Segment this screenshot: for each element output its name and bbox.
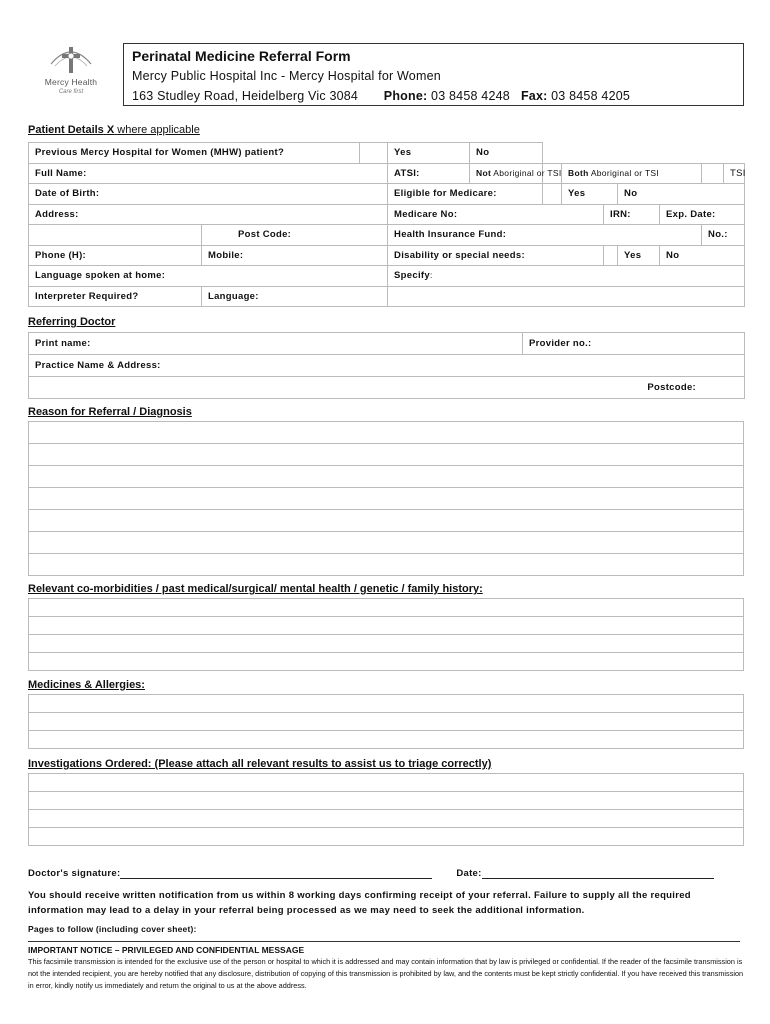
signature-row (28, 868, 714, 879)
phone-label: Phone: (383, 89, 428, 103)
disability-yes-checkbox[interactable] (604, 245, 618, 266)
patient-details-title: Patient Details X where applicable (28, 124, 200, 136)
phone-home-field[interactable]: Phone (H): (29, 245, 202, 266)
reason-line[interactable] (29, 554, 744, 576)
reason-lines (28, 421, 744, 576)
mercy-health-logo (36, 44, 106, 104)
medicare-no-field[interactable]: Medicare No: (388, 204, 604, 225)
pages-to-follow: Pages to follow (including cover sheet): (28, 924, 197, 934)
phone-number: 03 8458 4248 (431, 89, 510, 103)
reason-line[interactable] (29, 466, 744, 488)
x-marker: X (106, 124, 115, 136)
prev-patient-checkbox[interactable] (360, 143, 388, 164)
reason-line[interactable] (29, 444, 744, 466)
cross-emblem-icon (47, 44, 95, 76)
medicines-lines (28, 694, 744, 749)
doctor-signature-line[interactable] (120, 868, 432, 879)
comorbidities-line[interactable] (29, 653, 744, 671)
comorbidities-lines (28, 598, 744, 671)
referring-doctor-title: Referring Doctor (28, 316, 116, 328)
contact-line (132, 86, 735, 106)
reason-line[interactable] (29, 422, 744, 444)
comorbidities-line[interactable] (29, 599, 744, 617)
referring-doctor-table (28, 332, 745, 399)
mobile-field[interactable]: Mobile: (202, 245, 388, 266)
investigations-lines (28, 773, 744, 846)
medicines-line[interactable] (29, 713, 744, 731)
notification-notice: You should receive written notification from us within 8 working days confirming receipt of your referral. Failure to supply all the required information may lead to a delay in your referral being processed as we may need to seek the additional information. (28, 890, 691, 916)
postcode-field[interactable]: Postcode: (29, 377, 745, 399)
fund-no-field[interactable]: No.: (702, 225, 745, 246)
hospital-name: Mercy Public Hospital Inc - Mercy Hospital for Women (132, 69, 441, 83)
date-line[interactable] (482, 868, 714, 879)
provider-no-field[interactable]: Provider no.: (523, 333, 745, 355)
post-code-field[interactable]: Post Code: (202, 225, 388, 246)
atsi-both-option[interactable]: Both Aboriginal or TSI (562, 163, 702, 184)
prev-patient-no[interactable]: No (470, 143, 543, 164)
patient-details-table (28, 142, 745, 307)
address-line-2[interactable] (29, 225, 202, 246)
atsi-tsi-option[interactable]: TSI (724, 163, 745, 184)
investigations-line[interactable] (29, 810, 744, 828)
interpreter-blank[interactable] (388, 286, 745, 307)
fax-label: Fax: (520, 89, 548, 103)
prev-patient-label: Previous Mercy Hospital for Women (MHW) patient? (29, 143, 360, 164)
full-name-field[interactable]: Full Name: (29, 163, 388, 184)
interpreter-field[interactable]: Interpreter Required? (29, 286, 202, 307)
investigations-title: Investigations Ordered: (Please attach all relevant results to assist us to triage correctly) (28, 758, 492, 770)
prev-patient-yes[interactable]: Yes (388, 143, 470, 164)
medicines-line[interactable] (29, 731, 744, 749)
disability-yes[interactable]: Yes (618, 245, 660, 266)
eligible-label: Eligible for Medicare: (388, 184, 543, 205)
address-field[interactable]: Address: (29, 204, 388, 225)
date-label: Date: (456, 868, 482, 879)
patient-details-note: where applicable (117, 124, 200, 136)
investigations-line[interactable] (29, 774, 744, 792)
form-header (123, 43, 744, 106)
logo-name: Mercy Health (44, 77, 98, 87)
comorbidities-line[interactable] (29, 635, 744, 653)
language-spoken-field[interactable]: Language spoken at home: (29, 266, 388, 287)
atsi-not-option[interactable]: Not Aboriginal or TSI (470, 163, 543, 184)
fax-number: 03 8458 4205 (551, 89, 631, 103)
health-fund-field[interactable]: Health Insurance Fund: (388, 225, 702, 246)
disability-no[interactable]: No (660, 245, 745, 266)
divider (28, 941, 740, 942)
language-field[interactable]: Language: (202, 286, 388, 307)
atsi-both-checkbox[interactable] (702, 163, 724, 184)
reason-line[interactable] (29, 532, 744, 554)
doctor-signature-label: Doctor's signature: (28, 868, 121, 879)
form-title: Perinatal Medicine Referral Form (132, 48, 351, 64)
important-notice-title: IMPORTANT NOTICE – PRIVILEGED AND CONFIDENTIAL MESSAGE (28, 945, 305, 955)
atsi-label: ATSI: (388, 163, 470, 184)
comorbidities-title: Relevant co-morbidities / past medical/surgical/ mental health / genetic / family history: (28, 583, 483, 595)
medicines-line[interactable] (29, 695, 744, 713)
reason-title: Reason for Referral / Diagnosis (28, 406, 192, 418)
medicines-title: Medicines & Allergies: (28, 679, 145, 691)
eligible-yes[interactable]: Yes (562, 184, 618, 205)
irn-field[interactable]: IRN: (604, 204, 660, 225)
important-notice-body: This facsimile transmission is intended for the exclusive use of the person or hospital to which it is addressed and may contain information that by law is privileged or confidential. If the reader of the facsimile transmission is not the intended recipient, you are hereby notified that any disclosure, distribution of copying of this transmission is prohibited by law, and the contents must be kept strictly confidential. If you have received this transmission in error, kindly notify us immediately and return the original to us at the above address. (28, 957, 744, 990)
print-name-field[interactable]: Print name: (29, 333, 523, 355)
reason-line[interactable] (29, 488, 744, 510)
dob-field[interactable]: Date of Birth: (29, 184, 388, 205)
eligible-yes-checkbox[interactable] (543, 184, 562, 205)
investigations-line[interactable] (29, 828, 744, 846)
practice-address-field[interactable]: Practice Name & Address: (29, 355, 745, 377)
comorbidities-line[interactable] (29, 617, 744, 635)
hospital-address: 163 Studley Road, Heidelberg Vic 3084 (132, 89, 359, 103)
eligible-no[interactable]: No (618, 184, 745, 205)
reason-line[interactable] (29, 510, 744, 532)
specify-field[interactable]: Specify: (388, 266, 745, 287)
logo-tagline: Care first (58, 89, 84, 95)
investigations-line[interactable] (29, 792, 744, 810)
disability-label: Disability or special needs: (388, 245, 604, 266)
exp-date-field[interactable]: Exp. Date: (660, 204, 745, 225)
